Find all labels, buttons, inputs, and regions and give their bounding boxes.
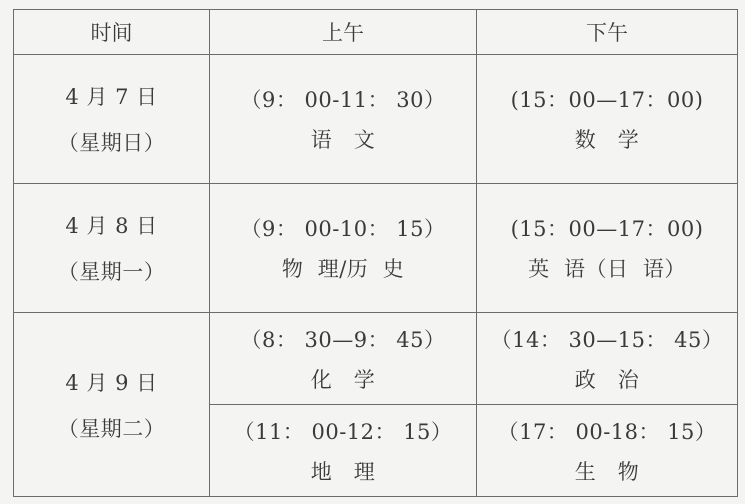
exam-time: （11： 00-12： 15） [233,419,453,444]
date-cell [14,313,210,497]
exam-subject: 政 治 [574,367,640,392]
morning-cell [210,313,477,405]
exam-time: (15：00—17：00) [510,217,704,241]
exam-subject: 化 学 [310,367,376,392]
exam-time: (15：00—17：00) [510,88,704,112]
weekday-text: （星期日） [57,131,166,155]
exam-time: （9： 00-10： 15） [240,217,446,241]
header-morning: 上午 [210,10,477,55]
table-row [14,184,738,313]
exam-subject: 物 理/历 史 [281,257,405,281]
table-row [14,55,738,184]
date-text: 4 月 7 日 [65,85,158,109]
date-text: 4 月 9 日 [65,370,158,395]
exam-time: （9： 00-11： 30） [240,88,446,112]
afternoon-cell [477,313,738,405]
header-afternoon: 下午 [477,10,738,55]
exam-subject: 生 物 [574,459,640,484]
exam-subject: 数 学 [574,128,640,152]
exam-time: （14： 30—15： 45） [490,327,724,352]
morning-cell [210,184,477,313]
date-cell [14,184,210,313]
exam-time: （17： 00-18： 15） [497,419,717,444]
afternoon-cell [477,184,738,313]
afternoon-cell [477,55,738,184]
date-text: 4 月 8 日 [65,214,158,238]
morning-cell [210,405,477,497]
morning-cell [210,55,477,184]
exam-subject: 英 语（日 语） [528,257,686,281]
table-row [14,313,738,405]
exam-subject: 地 理 [310,459,376,484]
header-row [14,10,738,55]
exam-time: （8： 30—9： 45） [240,327,446,352]
weekday-text: （星期二） [57,416,166,441]
afternoon-cell [477,405,738,497]
date-cell [14,55,210,184]
header-date: 时间 [14,10,210,55]
weekday-text: （星期一） [57,260,166,284]
exam-schedule-table [13,9,738,497]
exam-subject: 语 文 [310,128,376,152]
